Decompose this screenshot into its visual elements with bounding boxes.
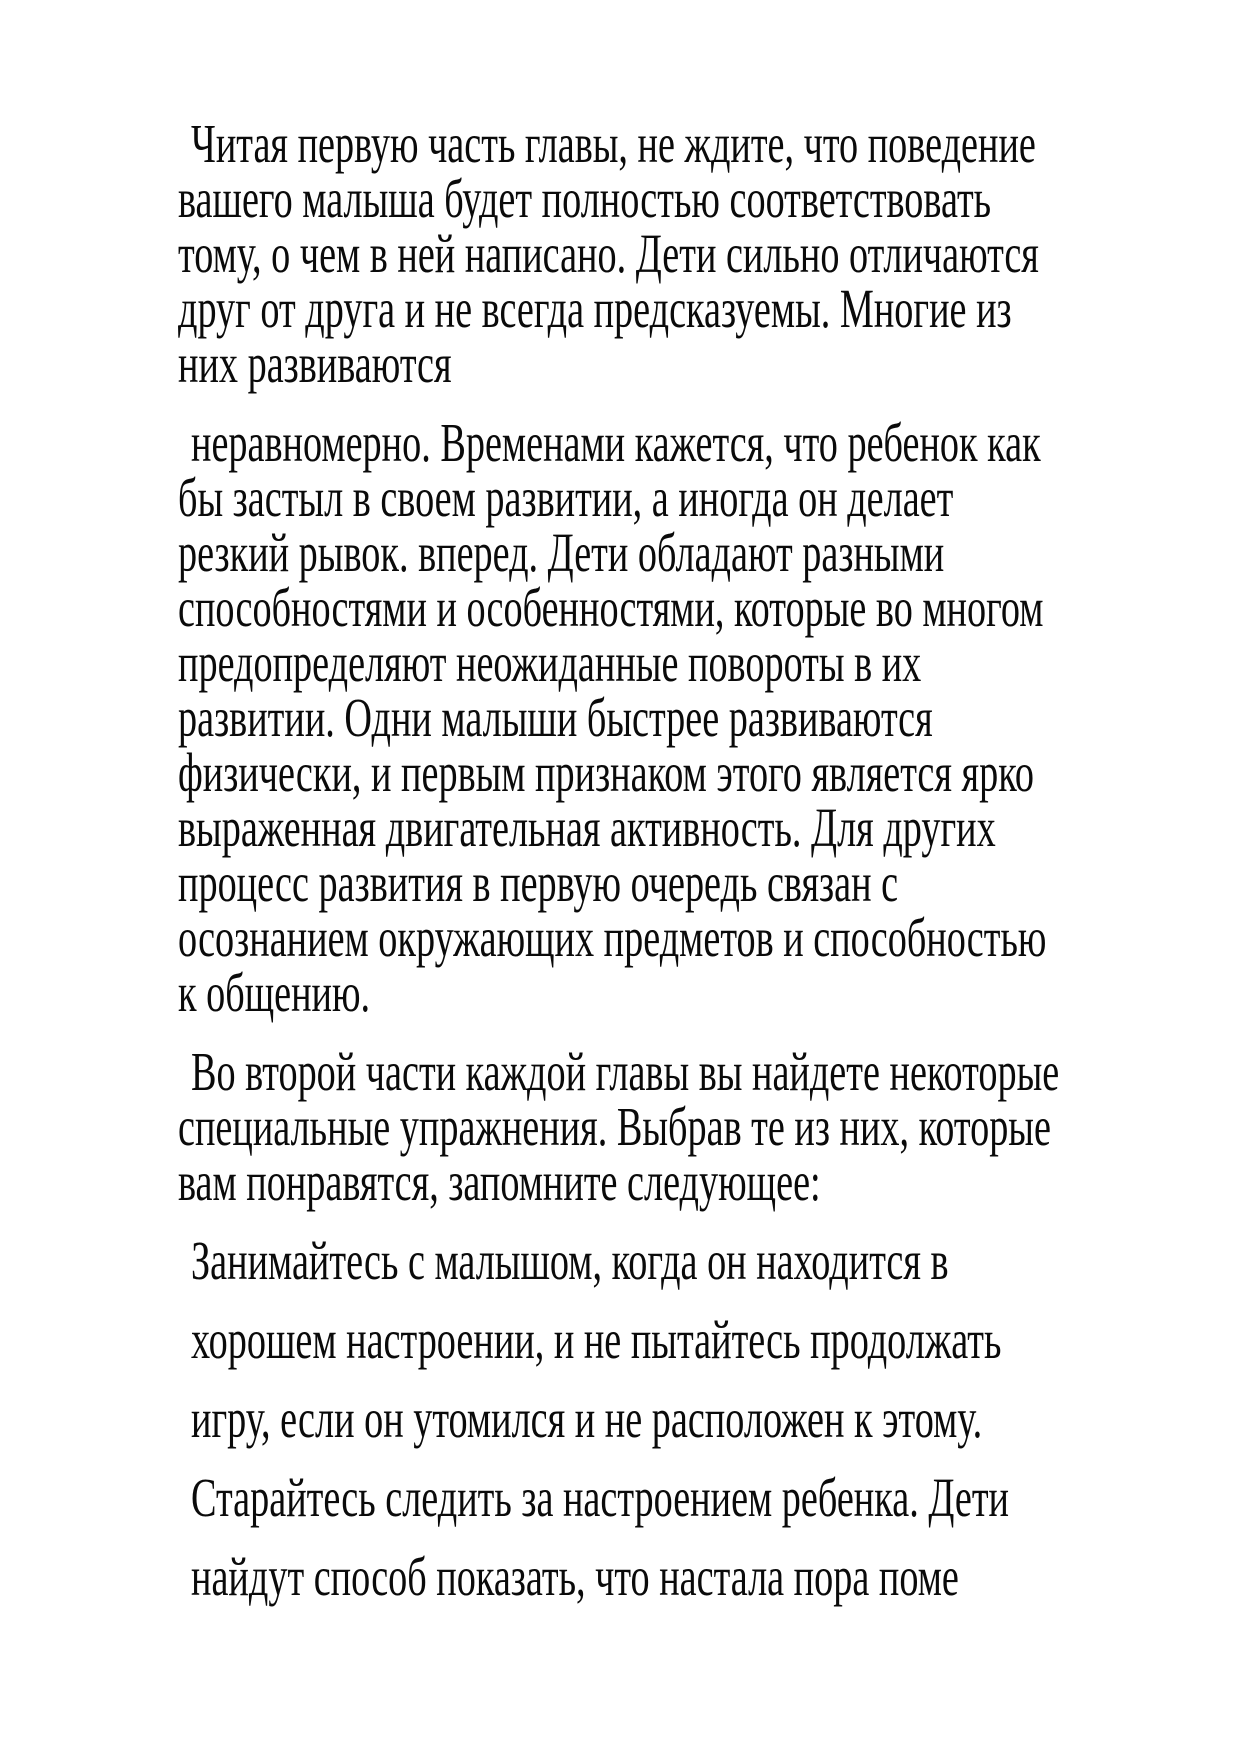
text-line-content: способностями и особенностями, которые во многом [178, 577, 1044, 638]
text-line-content: хорошем настроении, и не пытайтесь продолжать [191, 1309, 1002, 1370]
text-line-content: вашего малыша будет полностью соответствовать [178, 168, 992, 229]
text-line [178, 961, 1180, 1023]
text-line-content: неравномерно. Временами кажется, что ребенок как [191, 412, 1041, 473]
text-line [178, 631, 1180, 693]
text-line-content: процесс развития в первую очередь связан с [178, 852, 899, 913]
text-line [178, 686, 1180, 748]
text-line [178, 277, 1180, 339]
text-line [178, 521, 1180, 583]
text-line [178, 906, 1180, 968]
text-line [178, 1308, 1180, 1370]
text-line-content: бы застыл в своем развитии, а иногда он делает [178, 467, 954, 528]
paragraph [178, 1229, 1180, 1291]
text-line [178, 851, 1180, 913]
text-line [178, 411, 1180, 473]
text-line [178, 466, 1180, 528]
text-line [178, 576, 1180, 638]
text-line [178, 1150, 1180, 1212]
text-line-content: развитии. Одни малыши быстрее развиваются [178, 687, 933, 748]
text-line [178, 1040, 1180, 1102]
paragraph [178, 1308, 1180, 1370]
text-line [178, 222, 1180, 284]
text-line [178, 1095, 1180, 1157]
text-line [178, 332, 1180, 394]
paragraph [178, 1466, 1180, 1528]
text-line [178, 167, 1180, 229]
text-line-content: игру, если он утомился и не расположен к этому. [191, 1388, 983, 1449]
text-line-content: физически, и первым признаком этого является ярко [178, 742, 1034, 803]
text-line-content: предопределяют неожиданные повороты в их [178, 632, 922, 693]
paragraph [178, 1387, 1180, 1449]
text-line [178, 1545, 1180, 1607]
text-line-content: вам понравятся, запомните следующее: [178, 1151, 821, 1212]
text-line-content: специальные упражнения. Выбрав те из них, которые [178, 1096, 1051, 1157]
text-line-content: к общению. [178, 962, 371, 1023]
text-line-content: резкий рывок. вперед. Дети обладают разными [178, 522, 945, 583]
text-line [178, 741, 1180, 803]
text-line [178, 1387, 1180, 1449]
paragraph [178, 112, 1180, 394]
text-line-content: Старайтесь следить за настроением ребенка. Дети [191, 1467, 1009, 1528]
text-line-content: Занимайтесь с малышом, когда он находится в [191, 1230, 949, 1291]
text-line-content: Читая первую часть главы, не ждите, что поведение [191, 113, 1036, 174]
text-line-content: выраженная двигательная активность. Для других [178, 797, 996, 858]
text-line-content: найдут способ показать, что настала пора поме [191, 1546, 959, 1607]
text-line-content: осознанием окружающих предметов и способностью [178, 907, 1047, 968]
text-line [178, 1466, 1180, 1528]
text-line-content: друг от друга и не всегда предсказуемы. Многие из [178, 278, 1012, 339]
paragraph [178, 1545, 1180, 1607]
paragraph [178, 411, 1180, 1023]
text-line [178, 796, 1180, 858]
text-line [178, 112, 1180, 174]
paragraph [178, 1040, 1180, 1212]
text-line-content: них развиваются [178, 333, 452, 394]
text-line [178, 1229, 1180, 1291]
text-line-content: тому, о чем в ней написано. Дети сильно отличаются [178, 223, 1039, 284]
text-line-content: Во второй части каждой главы вы найдете некоторые [191, 1041, 1060, 1102]
